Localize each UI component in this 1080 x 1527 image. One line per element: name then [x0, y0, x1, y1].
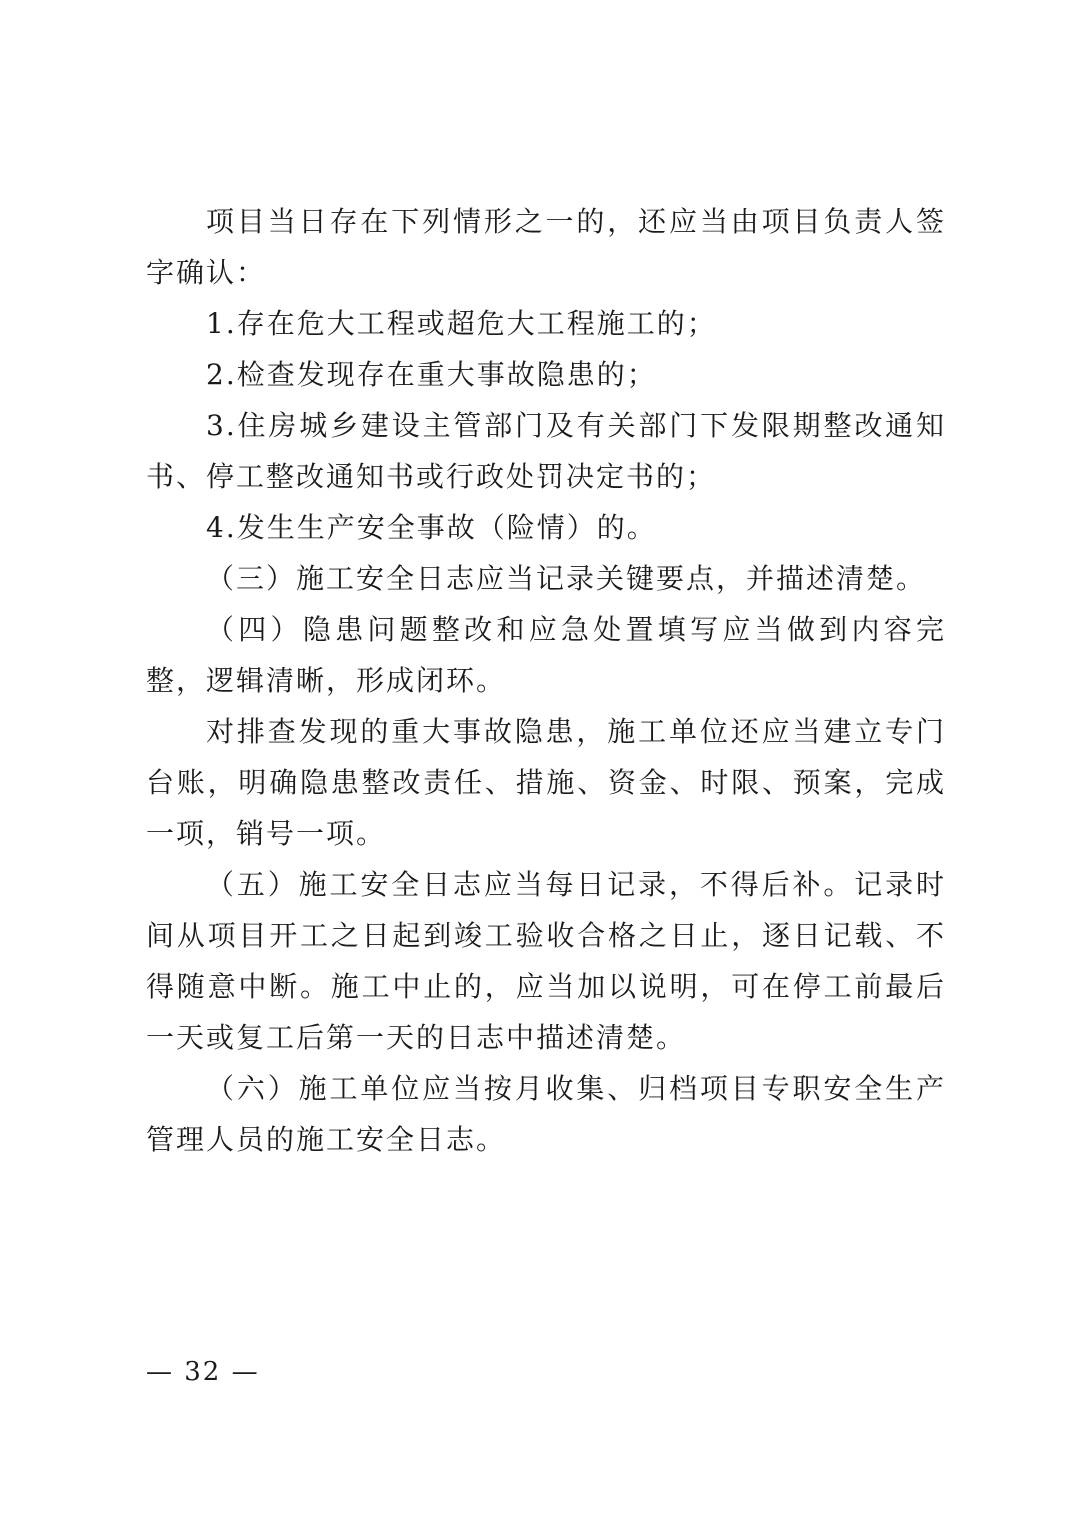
list-item-2: 2.检查发现存在重大事故隐患的；: [206, 358, 657, 391]
paragraph-confirmation-intro: 项目当日存在下列情形之一的，还应当由项目负责人签字确认：: [146, 205, 946, 289]
list-item-4: 4.发生生产安全事故（险情）的。: [206, 511, 657, 544]
page-number: — 32 —: [146, 1357, 260, 1387]
section-5-paragraph: （五）施工安全日志应当每日记录，不得后补。记录时间从项目开工之日起到竣工验收合格之日止，逐日记载、不得随意中断。施工中止的，应当加以说明，可在停工前最后一天或复工后第一天的日志中描述清楚。: [146, 868, 946, 1054]
list-item-3: 3.住房城乡建设主管部门及有关部门下发限期整改通知书、停工整改通知书或行政处罚决定书的；: [146, 409, 946, 493]
section-4-paragraph: （四）隐患问题整改和应急处置填写应当做到内容完整，逻辑清晰，形成闭环。: [146, 613, 946, 697]
section-6-paragraph: （六）施工单位应当按月收集、归档项目专职安全生产管理人员的施工安全日志。: [146, 1072, 946, 1156]
section-3-paragraph: （三）施工安全日志应当记录关键要点，并描述清楚。: [206, 562, 927, 595]
hazard-ledger-paragraph: 对排查发现的重大事故隐患，施工单位还应当建立专门台账，明确隐患整改责任、措施、资金、时限、预案，完成一项，销号一项。: [146, 715, 946, 850]
document-body: [146, 196, 946, 1165]
list-item-1: 1.存在危大工程或超危大工程施工的；: [206, 307, 717, 340]
